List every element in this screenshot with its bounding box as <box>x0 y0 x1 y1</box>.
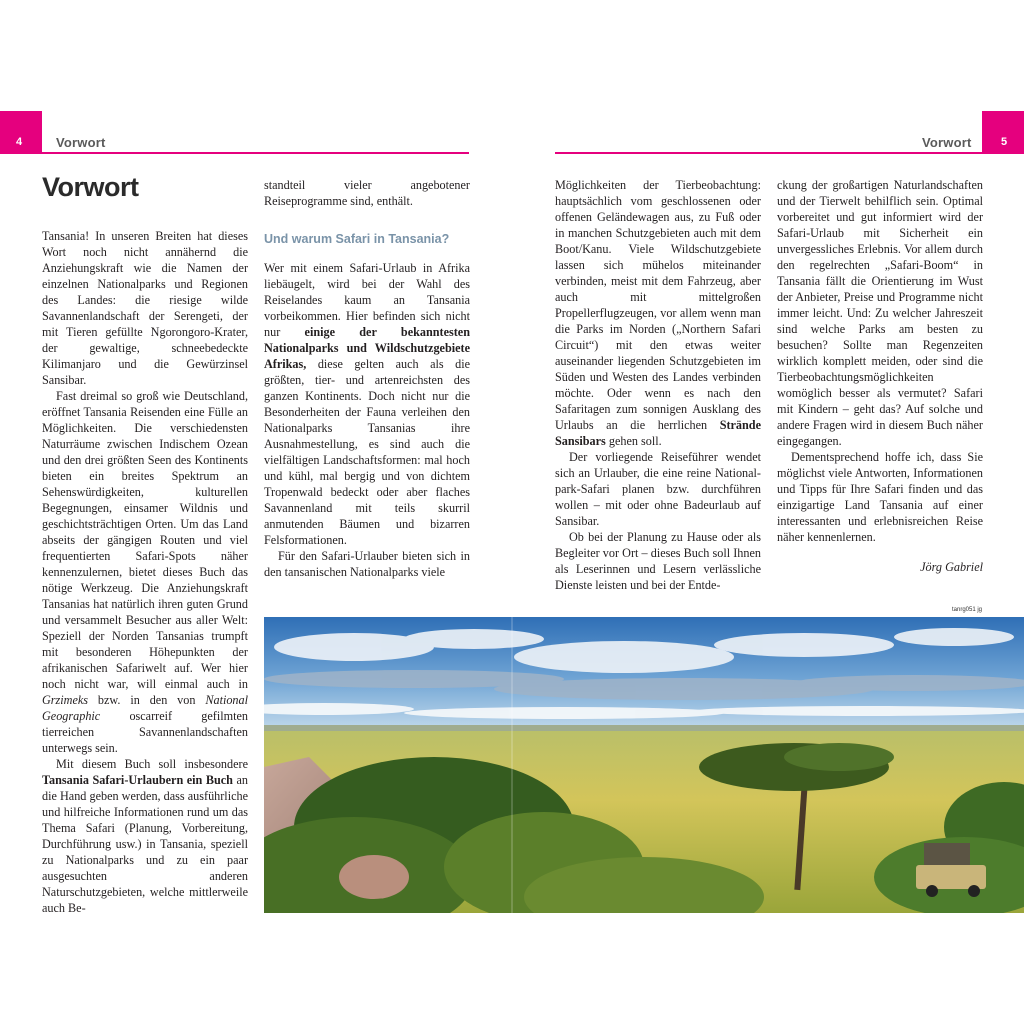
text-column-3 <box>555 177 761 593</box>
left-running-head: Vorwort <box>56 135 106 150</box>
left-header-rule <box>42 152 469 154</box>
left-page-tab <box>0 111 42 154</box>
paragraph: Ob bei der Planung zu Hause oder als Begleiter vor Ort – dieses Buch soll Ihnen als Leserinnen und Lesern verlässliche Dienste leisten und bei der Entde- <box>555 530 761 592</box>
right-header-rule <box>555 152 982 154</box>
paragraph: Dementsprechend hoffe ich, dass Sie möglichst viele Antworten, Informationen und Tipps für Ihre Safari finden und das einzigartige Land Tansania auf einer interessanten und erlebnisreichen Reise näher kennenlernen. <box>777 450 983 544</box>
paragraph: Mit diesem Buch soll insbesondere Tansania Safari-Urlaubern ein Buch an die Hand geben werden, dass ausführliche und hilfreiche Informationen rund um das Thema Safari (Planung, Vorbereitung, Durchführung usw.) in Tansania, speziell zu Nationalparks und zu ein paar ausgesuchten anderen Naturschutzgebieten, welche mittlerweile auch Be- <box>42 757 248 915</box>
author-signature: Jörg Gabriel <box>920 560 983 574</box>
paragraph: Tansania! In unseren Breiten hat dieses Wort noch nicht annähernd die Anziehungskraft wie die Namen der einzelnen Nationalparks und Regionen des Landes: die riesige wilde Savannenlandschaft der Serengeti, der mit Tieren gefüllte Ngorongoro-Krater, der gewaltige, schneebedeckte Kilimanjaro und die Gewürzinsel Sansibar. <box>42 229 248 387</box>
paragraph: Möglichkeiten der Tierbeobachtung: hauptsächlich vom geschlossenen oder offenen Geländewagen aus, zu Fuß oder in manchen Schutzgebieten auch mit dem Boot/Kanu. Viele Wildschutzgebiete lassen sich mühelos miteinander verbinden, meist mit dem Fahrzeug, aber auch mit mittelgroßen Propellerflugzeugen, vor allem wenn man die Parks im Norden („Northern Safari Circuit“) mit den etwas weiter auseinander liegenden Schutzgebieten im Süden und Westen des Landes verbinden möchte. Oder wenn es nach den Safaritagen zum sonnigen Ausklang des Urlaubs an die herrlichen Strände Sansibars gehen soll. <box>555 178 761 448</box>
paragraph: Fast dreimal so groß wie Deutschland, eröffnet Tansania Reisenden eine Fülle an Möglichkeiten. Die verschiedensten Naturräume zwischen Indischem Ozean und den drei größten Seen des Kontinents bieten ein breites Spektrum an Sehenswürdigkeiten, kulturellen Begegnungen, einsamer Wildnis und geschichtsträchtigen Orten. Um das Land abseits der gängigen Routen und viel frequentierten Safari-Spots näher kennenzulernen, bietet dieses Buch das nötige Werkzeug. Die Anziehungskraft Tansanias hat natürlich ihren guten Grund und versammelt Besucher aus aller Welt: Speziell der Norden Tansanias trumpft mit besonderen Höhepunkten der afrikanischen Safariwelt auf. Wer hier noch nicht war, will einmal auch in Grzimeks bzw. in den von National Geographic oscarreif gefilmten tierreichen Savannenlandschaften unterwegs sein. <box>42 389 249 755</box>
section-subheading: Und warum Safari in Tansania? <box>264 232 450 246</box>
text-column-2 <box>264 177 470 580</box>
savanna-landscape-photo <box>264 617 1024 913</box>
paragraph: standteil vieler angebotener Reiseprogramme sind, enthält. <box>264 178 470 208</box>
right-page-number: 5 <box>1001 136 1008 148</box>
paragraph: ckung der großartigen Naturlandschaften und der Tierwelt behilflich sein. Optimal vorbereitet und gut informiert wird der Safari-Urlaub mit Sicherheit ein unvergessliches Erlebnis. Vor allem durch den regelrechten „Safari-Boom“ in Tansania fällt die Orientierung im Wust der Anbieter, Preise und Programme nicht immer leicht. Und: Zu welcher Jahreszeit sind welche Parks am besten zu besuchen? Sollte man Regenzeiten wirklich komplett meiden, oder sind die Tierbeobachtungsmöglichkeiten womöglich besser als vermutet? Safari mit Kindern – geht das? Auf solche und andere Fragen wird in diesem Buch näher eingegangen. <box>777 178 983 448</box>
text-column-4 <box>777 177 983 575</box>
paragraph: Wer mit einem Safari-Urlaub in Afrika liebäugelt, wird bei der Wahl des Reiselandes kaum an Tansania vorbeikommen. Hier befinden sich nicht nur einige der bekanntesten Nationalparks und Wildschutzgebiete Afrikas, diese gelten auch als die größten, tier- und artenreichsten des ganzen Kontinents. Doch nicht nur die Besonderheiten der Fauna verleihen den Nationalparks Tansanias ihre Ausnahmestellung, es sind auch die vielfältigen Landschaftsformen: mal hoch und kühl, mal bergig und von dichtem Tropenwald bedeckt oder aber flaches Savannenland mit teils skurril anmutenden Bäumen und bizarren Felsformationen. <box>264 261 470 547</box>
right-page-tab <box>982 111 1024 154</box>
right-running-head: Vorwort <box>922 135 972 150</box>
photo-credit: tanrg051 jg <box>952 607 983 613</box>
paragraph: Der vorliegende Reiseführer wendet sich an Urlauber, die eine reine National-park-Safari planen bzw. durchführen wollen – mit oder ohne Badeurlaub auf Sansibar. <box>555 450 761 528</box>
paragraph: Für den Safari-Urlauber bieten sich in den tansanischen Nationalparks viele <box>264 549 470 579</box>
left-page-number: 4 <box>16 136 23 148</box>
chapter-title: Vorwort <box>42 172 139 202</box>
text-column-1 <box>42 228 248 916</box>
